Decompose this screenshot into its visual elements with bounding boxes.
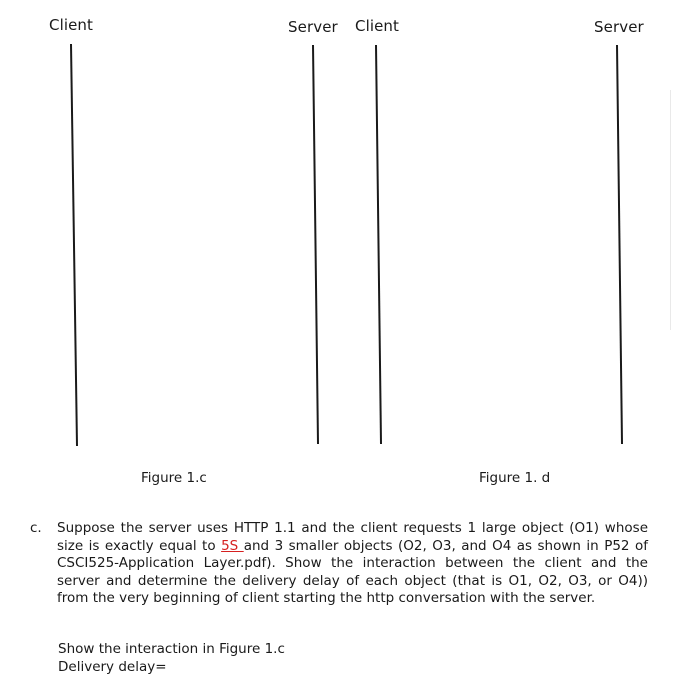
figure-d-server-timeline	[617, 45, 622, 444]
figure-d-server-label: Server	[594, 18, 644, 36]
question-text-before: Suppose the server uses HTTP 1.1 and the client requests 1 large object (O1) whose size is exactly equal to	[57, 520, 648, 554]
figure-c-client-label: Client	[49, 16, 94, 34]
page-edge-shadow	[670, 90, 671, 330]
show-interaction-line: Show the interaction in Figure 1.c	[58, 641, 285, 657]
question-body	[57, 520, 648, 608]
figure-d-client-label: Client	[355, 17, 400, 35]
figure-c-server-timeline	[313, 45, 318, 444]
figure-d-client-timeline	[376, 45, 381, 444]
figure-c-caption: Figure 1.c	[141, 470, 207, 486]
figure-d-caption: Figure 1. d	[479, 470, 551, 486]
figure-c-client-timeline	[71, 44, 77, 446]
question-marker: c.	[30, 520, 42, 536]
question-text-after: and 3 smaller objects (O2, O3, and O4 as shown in P52 of CSCI525-Application Layer.pdf). Show the interaction between the client and the server and determine the delivery delay of each object (that is O1, O2, O3, or O4)) from the very beginning of client starting the http conversation with the server.	[57, 537, 648, 606]
size-highlight: 5S	[221, 537, 244, 554]
figure-c-server-label: Server	[288, 18, 338, 36]
answer-prompts	[58, 641, 285, 676]
delivery-delay-line: Delivery delay=	[58, 658, 167, 675]
question-c	[30, 520, 648, 608]
